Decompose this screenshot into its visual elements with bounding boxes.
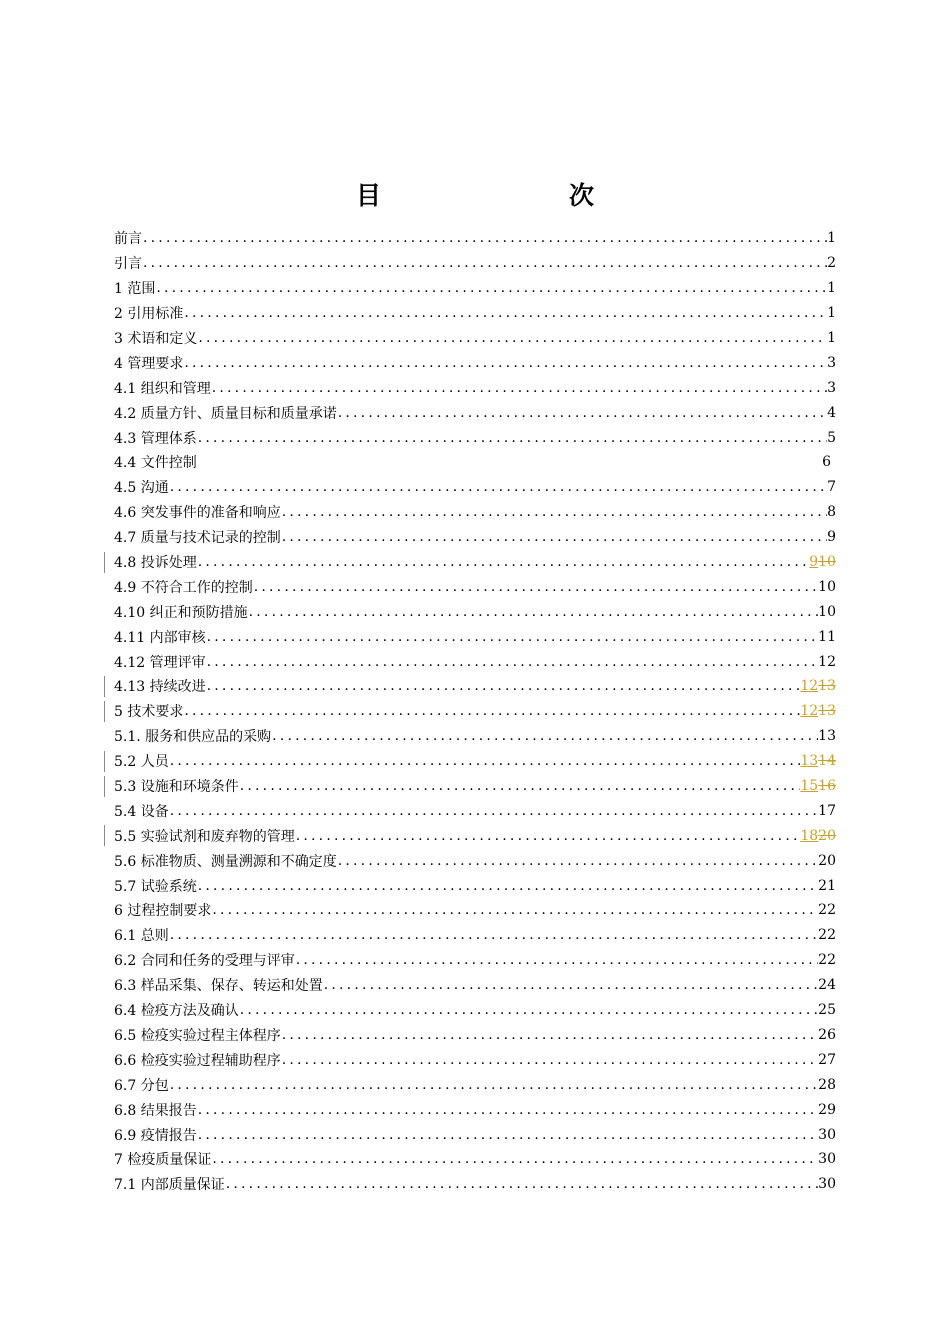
toc-entry-page: 1 (827, 230, 836, 247)
toc-entry-label: 4.4 文件控制 (114, 455, 197, 472)
toc-dot-leader (198, 430, 827, 446)
toc-entry-page: 1 (827, 305, 836, 322)
toc-dot-leader (207, 629, 819, 645)
toc-entry-label: 4.8 投诉处理 (114, 555, 197, 572)
toc-entry[interactable] (114, 276, 836, 301)
toc-entry-label: 4.11 内部审核 (114, 629, 206, 646)
toc-entry-page: 2 (827, 255, 836, 272)
toc-entry[interactable] (114, 774, 836, 799)
toc-entry[interactable] (114, 973, 836, 998)
toc-entry[interactable] (114, 674, 836, 699)
inserted-page-number: 18 (800, 827, 819, 844)
toc-dot-leader (212, 380, 827, 396)
toc-dot-leader (170, 1077, 818, 1093)
toc-dot-leader (226, 1176, 818, 1192)
toc-entry-page: 9 (827, 529, 836, 546)
toc-entry-page: 4 (827, 404, 836, 421)
toc-dot-leader (338, 405, 827, 421)
toc-dot-leader (338, 853, 818, 869)
toc-entry-label: 4.12 管理评审 (114, 654, 206, 671)
deleted-page-number: 14 (818, 753, 836, 770)
toc-entry[interactable] (114, 948, 836, 973)
toc-entry-label: 5.1. 服务和供应品的采购 (114, 729, 272, 746)
toc-entry-label: 5.6 标准物质、测量溯源和不确定度 (114, 853, 337, 870)
toc-entry[interactable] (114, 450, 836, 475)
toc-entry-page: 24 (818, 977, 836, 994)
toc-entry-page: 30 (818, 1151, 836, 1168)
toc-entry-label: 6.6 检疫实验过程辅助程序 (114, 1052, 281, 1069)
deleted-page-number: 10 (818, 554, 836, 571)
toc-dot-leader (254, 579, 818, 595)
toc-dot-leader (143, 255, 827, 271)
toc-dot-leader (198, 330, 827, 346)
toc-entry[interactable] (114, 350, 836, 375)
toc-dot-leader (207, 678, 801, 694)
toc-dot-leader (198, 554, 810, 570)
deleted-page-number: 13 (818, 678, 836, 695)
toc-entry-page: 17 (818, 802, 836, 819)
toc-entry-page: 29 (818, 1101, 836, 1118)
toc-dot-leader (184, 355, 827, 371)
toc-entry-label: 5.2 人员 (114, 754, 169, 771)
toc-entry-page: 11 (818, 628, 836, 645)
toc-entry[interactable] (114, 1122, 836, 1147)
toc-entry-page: 22 (818, 927, 836, 944)
toc-entry-page: 22 (818, 902, 836, 919)
toc-entry-page: 12 (818, 653, 836, 670)
toc-entry-label: 6.5 检疫实验过程主体程序 (114, 1027, 281, 1044)
toc-entry[interactable] (114, 1023, 836, 1048)
toc-entry-page: 1 (827, 330, 836, 346)
deleted-page-number: 16 (818, 778, 836, 795)
toc-entry[interactable] (114, 649, 836, 674)
toc-dot-leader (282, 1027, 818, 1043)
toc-entry-label: 6 过程控制要求 (114, 903, 212, 920)
toc-entry-label: 6.9 疫情报告 (114, 1127, 197, 1144)
toc-entry[interactable] (114, 226, 836, 251)
toc-entry[interactable] (114, 873, 836, 898)
toc-entry[interactable] (114, 400, 836, 425)
toc-entry[interactable] (114, 550, 836, 575)
toc-dot-leader (249, 604, 819, 620)
toc-dot-leader (212, 1151, 818, 1167)
toc-entry-page: 8 (827, 504, 836, 521)
toc-entry-label: 4.5 沟通 (114, 480, 169, 497)
toc-entry-label: 4.9 不符合工作的控制 (114, 579, 253, 596)
toc-dot-leader (170, 927, 818, 943)
toc-entry[interactable] (114, 1097, 836, 1122)
toc-entry-page (800, 753, 836, 769)
toc-entry[interactable] (114, 475, 836, 500)
toc-entry-label: 前言 (114, 231, 142, 248)
toc-dot-leader (198, 1102, 818, 1118)
toc-entry-label: 4.6 突发事件的准备和响应 (114, 505, 281, 522)
toc-entry-label: 4.10 纠正和预防措施 (114, 604, 248, 621)
toc-entry-label: 5 技术要求 (114, 704, 184, 721)
toc-entry-page: 25 (818, 1002, 836, 1019)
toc-entry[interactable] (114, 500, 836, 525)
toc-dot-leader (198, 878, 818, 894)
toc-entry-page: 3 (827, 379, 836, 396)
toc-entry[interactable] (114, 1147, 836, 1172)
toc-entry[interactable] (114, 923, 836, 948)
toc-entry-page (800, 828, 836, 844)
inserted-page-number: 9 (809, 554, 819, 571)
toc-entry-label: 6.8 结果报告 (114, 1102, 197, 1119)
toc-entry-label: 6.1 总则 (114, 928, 169, 945)
deleted-page-number: 20 (818, 827, 836, 844)
toc-entry-page: 20 (818, 852, 836, 869)
toc-dot-leader (282, 529, 827, 545)
toc-entry[interactable] (114, 699, 836, 724)
toc-entry-page: 10 (818, 603, 836, 620)
toc-dot-leader (143, 230, 827, 246)
toc-dot-leader (198, 1127, 818, 1143)
toc-entry[interactable] (114, 599, 836, 624)
toc-entry-page: 6 (822, 454, 831, 471)
toc-entry-page: 7 (827, 479, 836, 496)
toc-entry-label: 6.7 分包 (114, 1077, 169, 1094)
toc-entry-page: 30 (818, 1176, 836, 1193)
toc-entry-page: 5 (827, 429, 836, 446)
toc-entry[interactable] (114, 898, 836, 923)
toc-entry-label: 7 检疫质量保证 (114, 1152, 212, 1169)
toc-entry[interactable] (114, 574, 836, 599)
toc-entry-label: 5.7 试验系统 (114, 878, 197, 895)
toc-entry-label: 4.2 质量方针、质量目标和质量承诺 (114, 405, 337, 422)
toc-entry[interactable] (114, 375, 836, 400)
toc-entry-label: 4.13 持续改进 (114, 679, 206, 696)
toc-dot-leader (184, 305, 827, 321)
toc-entry-label: 4.3 管理体系 (114, 430, 197, 447)
toc-entry[interactable] (114, 1072, 836, 1097)
toc-entry-page: 28 (818, 1076, 836, 1093)
toc-dot-leader (282, 504, 827, 520)
toc-entry[interactable] (114, 823, 836, 848)
toc-entry[interactable] (114, 749, 836, 774)
toc-dot-leader (170, 803, 818, 819)
toc-entry-page: 10 (818, 578, 836, 595)
toc-entry-label: 1 范围 (114, 281, 156, 298)
toc-entry[interactable] (114, 1047, 836, 1072)
toc-entry[interactable] (114, 798, 836, 823)
toc-entry-page: 27 (818, 1051, 836, 1068)
toc-entry-page: 30 (818, 1126, 836, 1143)
toc-dot-leader (296, 952, 818, 968)
toc-entry-page: 13 (818, 728, 836, 745)
toc-dot-leader (170, 753, 801, 769)
toc-dot-leader (212, 902, 818, 918)
inserted-page-number: 12 (800, 678, 819, 695)
toc-entry[interactable] (114, 251, 836, 276)
toc-entry-page (809, 554, 836, 570)
toc-entry[interactable] (114, 425, 836, 450)
toc-entry-label: 4 管理要求 (114, 355, 184, 372)
toc-entry-label: 6.2 合同和任务的受理与评审 (114, 953, 295, 970)
toc-entry-page: 1 (827, 280, 836, 297)
inserted-page-number: 13 (800, 753, 819, 770)
toc-dot-leader (240, 1002, 818, 1018)
toc-dot-leader (170, 479, 827, 495)
toc-dot-leader (184, 703, 800, 719)
toc-entry-label: 7.1 内部质量保证 (114, 1177, 225, 1194)
toc-entry-page: 21 (818, 877, 836, 894)
toc-entry-page: 22 (818, 952, 836, 969)
toc-entry-page: 26 (818, 1026, 836, 1043)
toc-entry-label: 3 术语和定义 (114, 331, 198, 347)
toc-entry-page (800, 678, 836, 694)
toc-entry[interactable] (114, 848, 836, 873)
toc-entry-label: 2 引用标准 (114, 306, 184, 323)
page-title: 目 次 (355, 181, 640, 210)
toc-entry-label: 5.5 实验试剂和废弃物的管理 (114, 828, 295, 845)
toc-entry-label: 5.4 设备 (114, 803, 169, 820)
inserted-page-number: 15 (800, 778, 819, 795)
toc-dot-leader (282, 1052, 818, 1068)
toc-dot-leader (240, 778, 801, 794)
toc-entry[interactable] (114, 724, 836, 749)
toc-entry-label: 引言 (114, 256, 142, 273)
toc-entry-label: 4.1 组织和管理 (114, 380, 211, 397)
toc-entry-page (800, 778, 836, 794)
toc-dot-leader (296, 828, 801, 844)
inserted-page-number: 12 (800, 703, 819, 720)
toc-entry-label: 5.3 设施和环境条件 (114, 779, 239, 796)
toc-dot-leader (207, 654, 819, 670)
toc-entry[interactable] (114, 301, 836, 326)
toc-entry[interactable] (114, 326, 836, 351)
toc-dot-leader (324, 977, 818, 993)
toc-entry-page (800, 703, 836, 719)
toc-entry[interactable] (114, 525, 836, 550)
toc-entry-page: 3 (827, 354, 836, 371)
toc-dot-leader (272, 728, 818, 744)
deleted-page-number: 13 (818, 703, 836, 720)
toc-entry-label: 6.3 样品采集、保存、转运和处置 (114, 978, 323, 995)
toc-entry[interactable] (114, 624, 836, 649)
toc-entry-label: 6.4 检疫方法及确认 (114, 1003, 239, 1020)
toc-entry[interactable] (114, 998, 836, 1023)
toc-entry-label: 4.7 质量与技术记录的控制 (114, 530, 281, 547)
toc-dot-leader (156, 280, 827, 296)
toc-entry[interactable] (114, 1172, 836, 1197)
toc-list (114, 226, 836, 1197)
